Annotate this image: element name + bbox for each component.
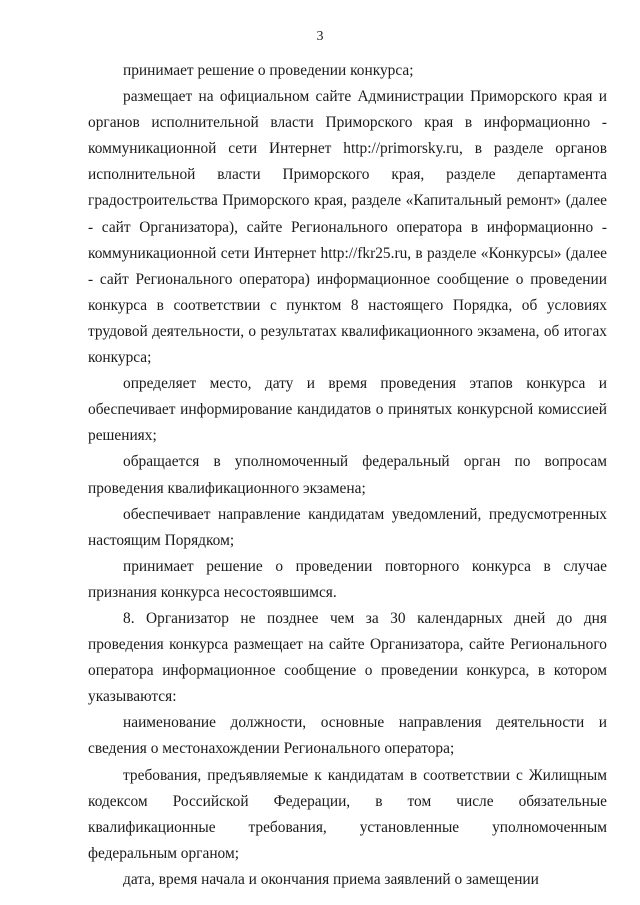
paragraph-determines-place-date-time: определяет место, дату и время проведения этапов конкурса и обеспечивает информирование кандидатов о принятых конкурсной комиссией решениях; [88, 375, 607, 445]
paragraph-position-name: наименование должности, основные направления деятельности и сведения о местонахождении Регионального оператора; [88, 714, 607, 758]
paragraph-applies-to-federal-body: обращается в уполномоченный федеральный орган по вопросам проведения квалификационного экзамена; [88, 453, 607, 497]
page-number: 3 [316, 29, 324, 44]
paragraph-sends-notifications: обеспечивает направление кандидатам уведомлений, предусмотренных настоящим Порядком; [88, 505, 607, 549]
document-body [88, 58, 607, 893]
paragraph-publishes-information: размещает на официальном сайте Администрации Приморского края и органов исполнительной власти Приморского края в информационно - коммуникационной сети Интернет http://primorsky.ru, в разделе органов исполнительной власти Приморского края, разделе департамента градостроительства Приморского края, разделе «Капитальный ремонт» (далее - сайт Организатора), сайте Регионального оператора в информационно - коммуникационной сети Интернет http://fkr25.ru, в разделе «Конкурсы» (далее - сайт Регионального оператора) информационное сообщение о проведении конкурса в соответствии с пунктом 8 настоящего Порядка, об условиях трудовой деятельности, о результатах квалификационного экзамена, об итогах конкурса; [88, 88, 607, 367]
paragraph-candidate-requirements: требования, предъявляемые к кандидатам в соответствии с Жилищным кодексом Российской Федерации, в том числе обязательные квалификационные требования, установленные уполномоченным федеральным органом; [88, 766, 607, 862]
paragraph-clause-8: 8. Организатор не позднее чем за 30 календарных дней до дня проведения конкурса размещает на сайте Организатора, сайте Регионального оператора информационное сообщение о проведении конкурса, в котором указываются: [88, 609, 607, 706]
paragraph-application-dates: дата, время начала и окончания приема заявлений о замещении [123, 870, 539, 888]
paragraph-decides-on-contest: принимает решение о проведении конкурса; [123, 62, 414, 79]
paragraph-repeat-contest: принимает решение о проведении повторного конкурса в случае признания конкурса несостоявшимся. [88, 557, 607, 601]
